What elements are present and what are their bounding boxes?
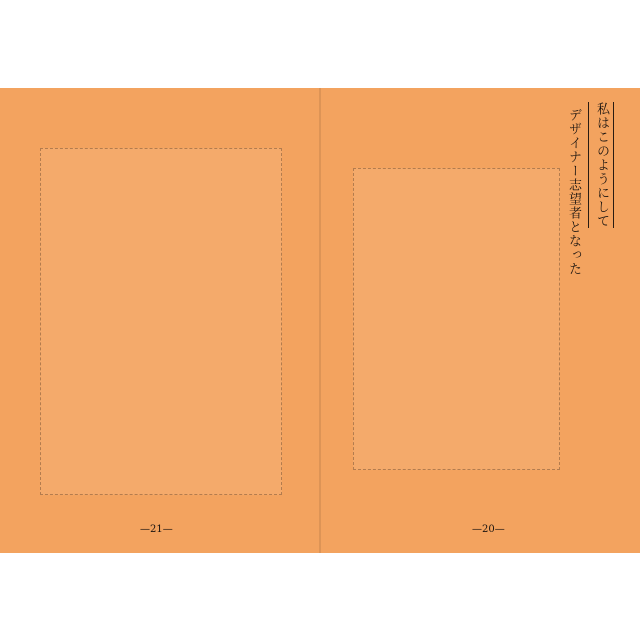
right-page-body-placeholder: [353, 168, 560, 470]
left-page-number: —21—: [140, 524, 173, 535]
left-page-body-placeholder: [40, 148, 282, 495]
chapter-title-line-2: デザイナー志望者となった: [566, 108, 581, 276]
right-page-number: —20—: [472, 524, 505, 535]
right-page: [320, 88, 640, 553]
left-page: [0, 88, 320, 553]
book-spread: [0, 88, 640, 553]
chapter-title-line-1: 私はこのようにして: [588, 102, 614, 228]
